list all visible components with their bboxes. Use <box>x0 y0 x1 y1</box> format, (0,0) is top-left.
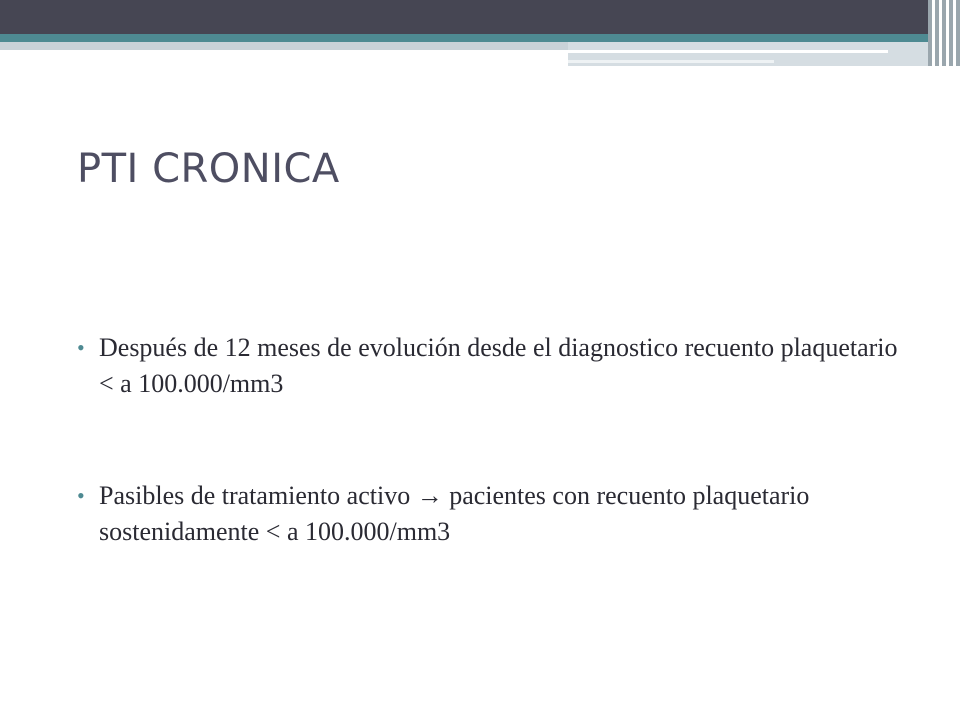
header-gray-strip <box>0 42 568 50</box>
bullet-icon: • <box>77 483 85 508</box>
bullet-item <box>77 478 907 550</box>
bullet-icon: • <box>77 335 85 360</box>
bullet-text: Después de 12 meses de evolución desde el diagnostico recuento plaquetario < a 100.000/mm3 <box>99 333 898 398</box>
bullet-item <box>77 330 907 402</box>
header-white-line <box>568 60 774 63</box>
bullet-text: Pasibles de tratamiento activo → pacientes con recuento plaquetario sostenidamente < a 100.000/mm3 <box>99 481 810 546</box>
stripe <box>953 0 956 66</box>
stripe <box>946 0 949 66</box>
header-corner-stripes <box>928 0 960 66</box>
bullet-list <box>77 330 907 550</box>
stripe <box>939 0 942 66</box>
header-white-line <box>568 50 888 53</box>
header-dark-band <box>0 0 960 34</box>
stripe <box>932 0 935 66</box>
slide-title: PTI CRONICA <box>77 146 340 192</box>
header-accent-bar <box>0 34 960 42</box>
